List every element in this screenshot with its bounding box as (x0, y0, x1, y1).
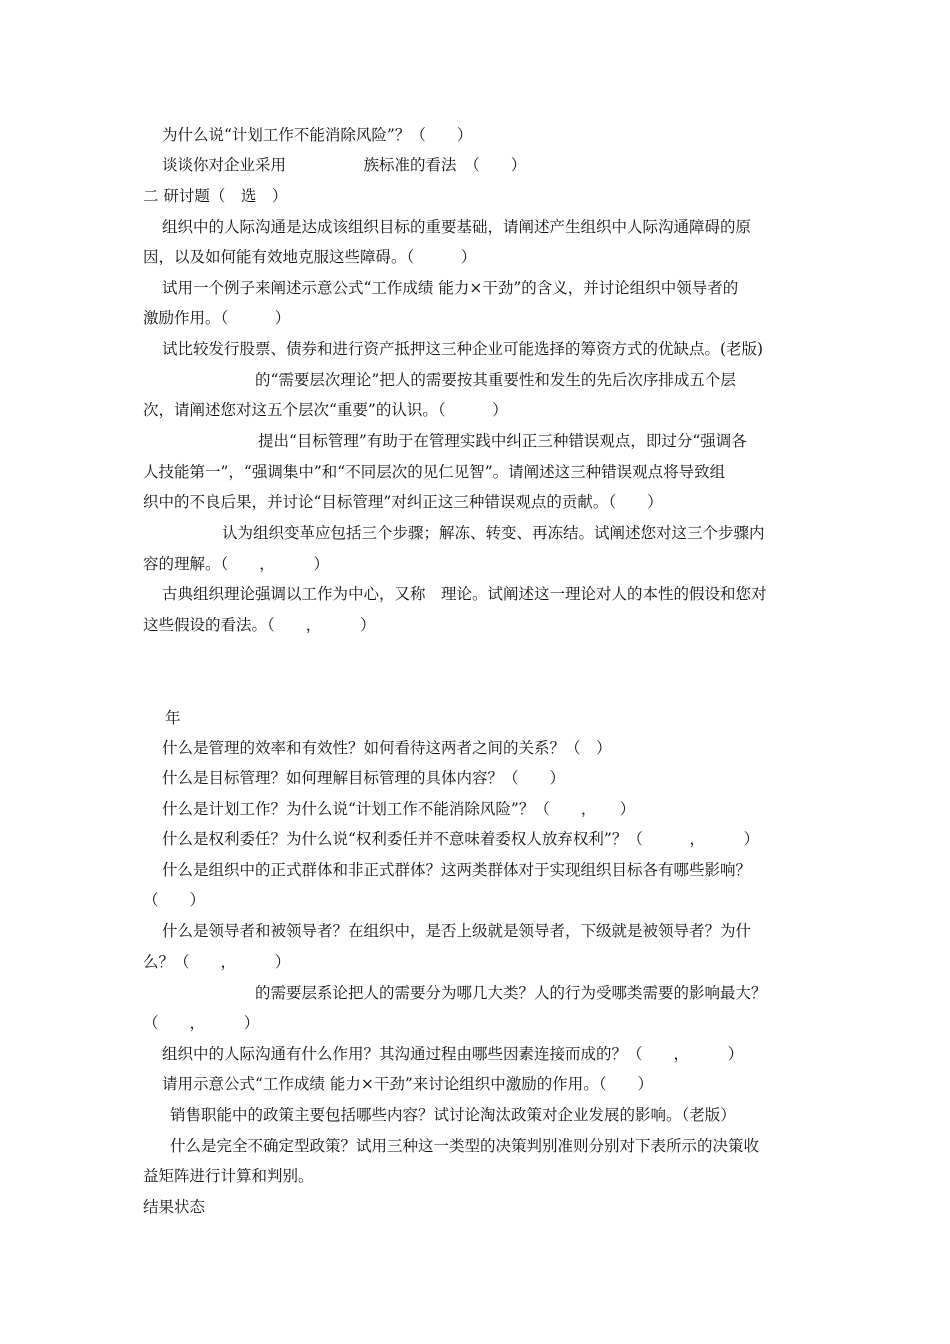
question-line: 人技能第一”，“强调集中”和“不同层次的见仁见智”。请阐述这三种错误观点将导致组 (143, 463, 726, 481)
question-line: 什么是组织中的正式群体和非正式群体？这两类群体对于实现组织目标各有哪些影响？ (162, 861, 752, 879)
question-line: 的需要层系论把人的需要分为哪几大类？人的行为受哪类需要的影响最大？ (255, 984, 767, 1002)
question-line: 次，请阐述您对这五个层次“重要”的认识。（ ） (143, 401, 508, 419)
question-line: 什么是领导者和被领导者？在组织中，是否上级就是领导者，下级就是被领导者？为什 (162, 922, 752, 940)
question-line: 什么是管理的效率和有效性？如何看待这两者之间的关系？（ ） (162, 739, 612, 757)
year-heading: 年 (165, 709, 181, 727)
question-line: 的“需要层次理论”把人的需要按其重要性和发生的先后次序排成五个层 (255, 371, 736, 389)
question-line: 请用示意公式“工作成绩 能力×干劲”来讨论组织中激励的作用。（ ） (162, 1075, 654, 1093)
question-line: 什么是权利委任？为什么说“权利委任并不意味着委权人放弃权利”？（ ， ） (162, 830, 760, 848)
section-heading: 二 研讨题（ 选 ） (143, 187, 288, 205)
question-line: （ ） (143, 891, 206, 909)
question-line: 这些假设的看法。（ ， ） (143, 616, 376, 634)
question-line: 试比较发行股票、债券和进行资产抵押这三种企业可能选择的筹资方式的优缺点。(老版) (162, 340, 764, 358)
question-line: 提出“目标管理”有助于在管理实践中纠正三种错误观点，即过分“强调各 (258, 432, 747, 450)
question-line: 认为组织变革应包括三个步骤；解冻、转变、再冻结。试阐述您对这三个步骤内 (222, 524, 765, 542)
question-line: 因，以及如何能有效地克服这些障碍。（ ） (143, 248, 477, 266)
question-line: 谈谈你对企业采用 族标准的看法 （ ） (162, 156, 527, 174)
question-line: 什么是计划工作？为什么说“计划工作不能消除风险”？（ ， ） (162, 800, 636, 818)
question-line: 什么是目标管理？如何理解目标管理的具体内容？（ ） (162, 769, 566, 787)
question-line: 组织中的人际沟通有什么作用？其沟通过程由哪些因素连接而成的？（ ， ） (162, 1045, 744, 1063)
question-line: 么？（ ， ） (143, 953, 291, 971)
question-line: 试用一个例子来阐述示意公式“工作成绩 能力×干劲”的含义，并讨论组织中领导者的 (162, 279, 739, 297)
question-line: 织中的不良后果，并讨论“目标管理”对纠正这三种错误观点的贡献。（ ） (143, 493, 663, 511)
question-line: 为什么说“计划工作不能消除风险”？（ ） (162, 126, 473, 144)
question-line: 益矩阵进行计算和判别。 (143, 1167, 314, 1185)
question-line: 销售职能中的政策主要包括哪些内容？试讨论淘汰政策对企业发展的影响。（老版） (170, 1106, 736, 1124)
question-line: 古典组织理论强调以工作为中心，又称 理论。试阐述这一理论对人的本性的假设和您对 (162, 585, 767, 603)
question-line: 什么是完全不确定型政策？试用三种这一类型的决策判别准则分别对下表所示的决策收 (170, 1137, 760, 1155)
question-line: 组织中的人际沟通是达成该组织目标的重要基础，请阐述产生组织中人际沟通障碍的原 (162, 218, 752, 236)
question-line: 容的理解。（ ， ） (143, 555, 330, 573)
question-line: （ ， ） (143, 1014, 260, 1032)
table-caption: 结果状态 (143, 1198, 206, 1216)
question-line: 激励作用。（ ） (143, 309, 291, 327)
